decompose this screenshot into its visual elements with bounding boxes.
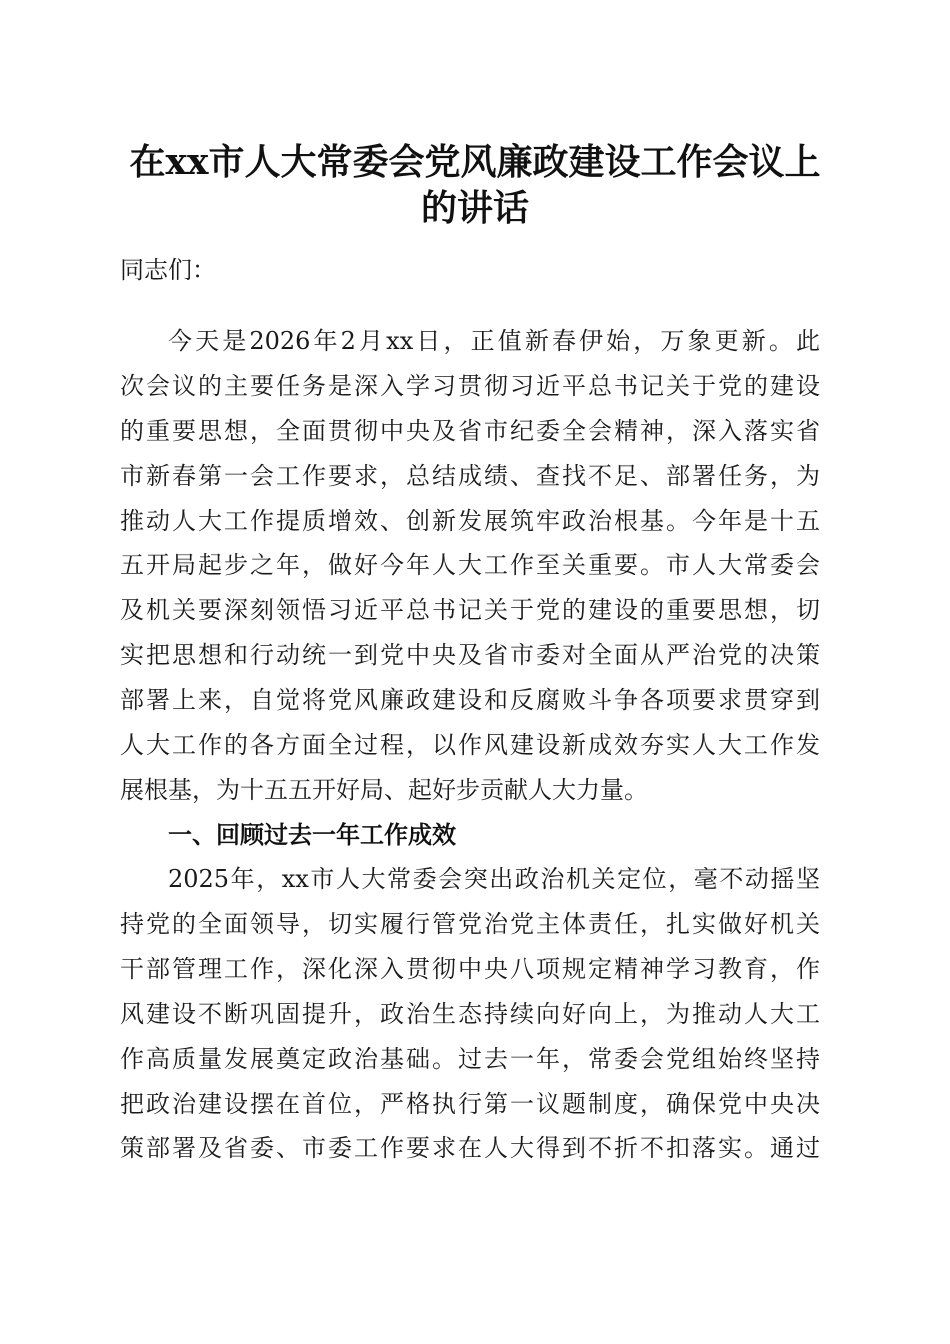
paragraph-line: 策部署及省委、市委工作要求在人大得到不折不扣落实。通过 xyxy=(120,1134,820,1162)
paragraph-line: 市新春第一会工作要求，总结成绩、查找不足、部署任务，为 xyxy=(120,462,820,490)
paragraph-line: 作高质量发展奠定政治基础。过去一年，常委会党组始终坚持 xyxy=(120,1045,820,1073)
paragraph-line: 2025年，xx市人大常委会突出政治机关定位，毫不动摇坚 xyxy=(168,865,820,893)
document-title-line-1: 在xx市人大常委会党风廉政建设工作会议上 xyxy=(129,141,821,183)
paragraph-line: 持党的全面领导，切实履行管党治党主体责任，扎实做好机关 xyxy=(120,910,820,938)
paragraph-line: 五开局起步之年，做好今年人大工作至关重要。市人大常委会 xyxy=(120,551,820,579)
paragraph-line: 把政治建设摆在首位，严格执行第一议题制度，确保党中央决 xyxy=(120,1090,820,1118)
paragraph-line: 展根基，为十五五开好局、起好步贡献人大力量。 xyxy=(120,776,648,804)
paragraph-line: 及机关要深刻领悟习近平总书记关于党的建设的重要思想，切 xyxy=(120,596,820,624)
salutation: 同志们： xyxy=(120,256,216,284)
paragraph-line: 推动人大工作提质增效、创新发展筑牢政治根基。今年是十五 xyxy=(120,507,820,535)
paragraph-line: 今天是2026年2月xx日，正值新春伊始，万象更新。此 xyxy=(168,327,820,355)
document-title-line-2: 的讲话 xyxy=(420,187,529,229)
paragraph-line: 次会议的主要任务是深入学习贯彻习近平总书记关于党的建设 xyxy=(120,372,820,400)
paragraph-line: 人大工作的各方面全过程，以作风建设新成效夯实人大工作发 xyxy=(120,731,820,759)
section-heading: 一、回顾过去一年工作成效 xyxy=(168,821,456,849)
paragraph-line: 风建设不断巩固提升，政治生态持续向好向上，为推动人大工 xyxy=(120,1000,820,1028)
paragraph-line: 的重要思想，全面贯彻中央及省市纪委全会精神，深入落实省 xyxy=(120,417,820,445)
paragraph-line: 干部管理工作，深化深入贯彻中央八项规定精神学习教育，作 xyxy=(120,955,820,983)
paragraph-line: 实把思想和行动统一到党中央及省市委对全面从严治党的决策 xyxy=(120,641,820,669)
paragraph-line: 部署上来，自觉将党风廉政建设和反腐败斗争各项要求贯穿到 xyxy=(120,686,820,714)
